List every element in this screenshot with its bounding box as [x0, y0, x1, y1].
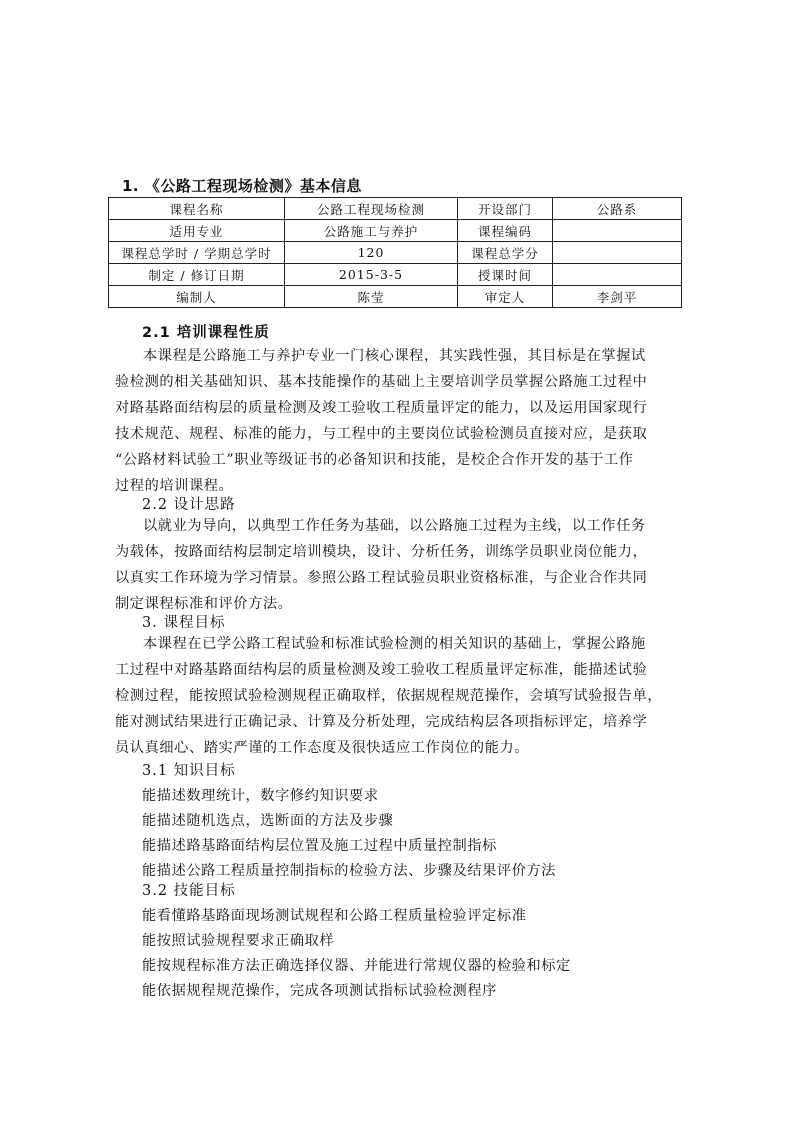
table-cell: 陈莹 — [285, 286, 458, 308]
table-cell: 制定 / 修订日期 — [109, 264, 285, 286]
section-heading-3: 3. 课程目标 — [142, 615, 226, 631]
paragraph-line: 本课程在已学公路工程试验和标准试验检测的相关知识的基础上，掌握公路施 — [143, 636, 646, 652]
table-cell: 公路工程现场检测 — [285, 198, 458, 220]
list-item: 能依据规程规范操作，完成各项测试指标试验检测程序 — [142, 983, 497, 999]
section-3-body — [115, 631, 690, 761]
section-heading-2-1: 2.1 培训课程性质 — [142, 325, 270, 341]
table-cell: 课程总学时 / 学期总学时 — [109, 242, 285, 264]
table-row — [109, 242, 682, 264]
list-item: 能描述数理统计，数字修约知识要求 — [142, 788, 379, 804]
table-cell: 公路系 — [553, 198, 682, 220]
paragraph-line: 验检测的相关基础知识、基本技能操作的基础上主要培训学员掌握公路施工过程中 — [115, 374, 648, 390]
table-cell: 120 — [285, 242, 458, 264]
table-cell: 2015-3-5 — [285, 264, 458, 286]
paragraph-line: “公路材料试验工”职业等级证书的必备知识和技能，是校企合作开发的基于工作 — [115, 452, 634, 468]
table-cell: 编制人 — [109, 286, 285, 308]
section-heading-2-2: 2.2 设计思路 — [142, 497, 236, 513]
paragraph-line: 工过程中对路基路面结构层的质量检测及竣工验收工程质量评定标准，能描述试验 — [115, 662, 648, 678]
list-item: 能描述公路工程质量控制指标的检验方法、步骤及结果评价方法 — [142, 863, 557, 879]
paragraph-line: 员认真细心、踏实严谨的工作态度及很快适应工作岗位的能力。 — [115, 740, 530, 756]
document-title: 1. 《公路工程现场检测》基本信息 — [122, 177, 362, 195]
paragraph-line: 本课程是公路施工与养护专业一门核心课程，其实践性强，其目标是在掌握试 — [143, 348, 646, 364]
list-item: 能描述随机选点，选断面的方法及步骤 — [142, 813, 394, 829]
table-cell — [553, 264, 682, 286]
section-2-2-body — [115, 513, 690, 617]
table-cell — [553, 242, 682, 264]
table-cell: 公路施工与养护 — [285, 220, 458, 242]
table-row — [109, 264, 682, 286]
table-row — [109, 286, 682, 308]
table-cell: 课程名称 — [109, 198, 285, 220]
section-heading-3-1: 3.1 知识目标 — [142, 763, 236, 779]
paragraph-line: 能对测试结果进行正确记录、计算及分析处理，完成结构层各项指标评定，培养学 — [115, 714, 648, 730]
section-2-1-body — [115, 343, 690, 499]
table-cell: 开设部门 — [458, 198, 553, 220]
table-cell: 李剑平 — [553, 286, 682, 308]
paragraph-line: 对路基路面结构层的质量检测及竣工验收工程质量评定的能力，以及运用国家现行 — [115, 400, 648, 416]
course-info-table — [108, 197, 682, 308]
list-item: 能描述路基路面结构层位置及施工过程中质量控制指标 — [142, 838, 497, 854]
list-item: 能按规程标准方法正确选择仪器、并能进行常规仪器的检验和标定 — [142, 958, 571, 974]
list-item: 能看懂路基路面现场测试规程和公路工程质量检验评定标准 — [142, 908, 527, 924]
table-cell: 课程总学分 — [458, 242, 553, 264]
table-cell: 适用专业 — [109, 220, 285, 242]
paragraph-line: 检测过程，能按照试验检测规程正确取样，依据规程规范操作，会填写试验报告单， — [115, 688, 663, 704]
paragraph-line: 以就业为导向，以典型工作任务为基础，以公路施工过程为主线，以工作任务 — [143, 518, 646, 534]
list-item: 能按照试验规程要求正确取样 — [142, 933, 335, 949]
table-cell — [553, 220, 682, 242]
paragraph-line: 过程的培训课程。 — [115, 478, 234, 494]
table-row — [109, 220, 682, 242]
table-cell: 授课时间 — [458, 264, 553, 286]
section-heading-3-2: 3.2 技能目标 — [142, 883, 236, 899]
table-cell: 审定人 — [458, 286, 553, 308]
paragraph-line: 技术规范、规程、标准的能力，与工程中的主要岗位试验检测员直接对应，是获取 — [115, 426, 648, 442]
table-cell: 课程编码 — [458, 220, 553, 242]
table-row — [109, 198, 682, 220]
paragraph-line: 制定课程标准和评价方法。 — [115, 596, 293, 612]
paragraph-line: 以真实工作环境为学习情景。参照公路工程试验员职业资格标准，与企业合作共同 — [115, 570, 648, 586]
paragraph-line: 为载体，按路面结构层制定培训模块，设计、分析任务，训练学员职业岗位能力， — [115, 544, 648, 560]
